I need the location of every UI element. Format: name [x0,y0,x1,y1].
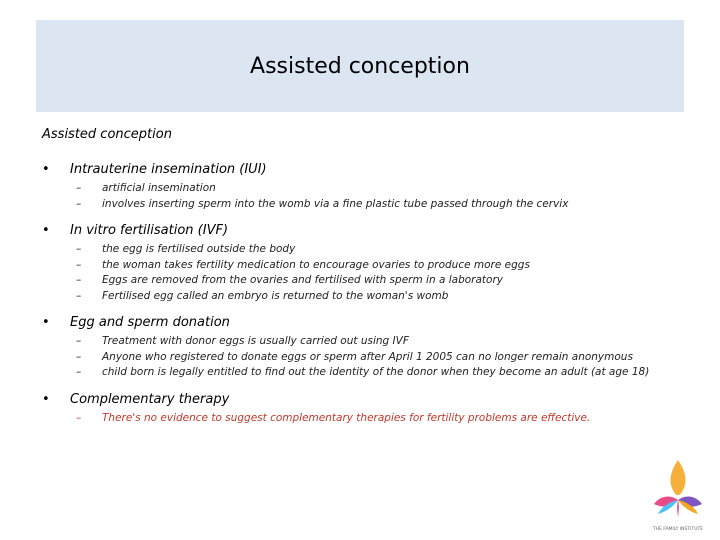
sub-list [76,412,682,428]
dash-marker: – [76,182,82,194]
logo-caption: THE FAMILY INSTITUTE [652,527,704,532]
section-donation [42,315,682,382]
bullet-content [42,162,682,437]
sub-item [76,351,682,367]
flame-icon [671,460,686,495]
dash-marker: – [76,197,82,210]
sub-item-text: There's no evidence to suggest complementary therapies for fertility problems are effective. [102,411,591,424]
sub-item-text: Fertilised egg called an embryo is returned to the woman's womb [102,289,449,302]
sub-item-highlight [76,412,682,428]
dash-marker: – [76,274,82,286]
title-band [36,20,684,112]
heading-text: In vitro fertilisation (IVF) [70,223,229,238]
bullet-marker: • [42,223,50,238]
heading-text: Intrauterine insemination (IUI) [70,162,267,177]
sub-item-text: the egg is fertilised outside the body [102,243,296,255]
sub-item [76,274,682,290]
dash-marker: – [76,243,82,255]
sub-item [76,290,682,306]
petal-icon [677,500,679,518]
slide-title: Assisted conception [250,53,470,79]
bullet-marker: • [42,391,50,407]
sub-list [76,335,682,382]
sub-item-text: the woman takes fertility medication to encourage ovaries to produce more eggs [102,258,530,271]
dash-marker: – [76,335,82,347]
bullet-heading [42,315,682,335]
section-ivf [42,223,682,305]
sub-item [76,259,682,275]
sub-list [76,182,682,213]
sub-item [76,182,682,198]
bullet-heading [42,223,682,243]
sub-item-text: Eggs are removed from the ovaries and fertilised with sperm in a laboratory [102,274,503,286]
sub-item-text: Anyone who registered to donate eggs or sperm after April 1 2005 can no longer remain anonymous [102,350,633,363]
section-complementary [42,392,682,428]
sub-item [76,198,682,214]
slide-subtitle: Assisted conception [42,127,172,142]
bullet-heading [42,392,682,412]
sub-item [76,366,682,382]
dash-marker: – [76,411,82,424]
bullet-marker: • [42,162,50,177]
sub-item [76,243,682,259]
sub-item-text: artificial insemination [102,182,216,194]
family-institute-logo [640,456,716,536]
heading-text: Egg and sperm donation [70,315,230,330]
sub-item [76,335,682,351]
sub-item-text: Treatment with donor eggs is usually carried out using IVF [102,335,409,347]
sub-item-text: child born is legally entitled to find out the identity of the donor when they become an adult (at age 18) [102,366,650,378]
heading-text: Complementary therapy [70,391,230,407]
dash-marker: – [76,366,82,378]
dash-marker: – [76,350,82,363]
bullet-heading [42,162,682,182]
dash-marker: – [76,289,82,302]
bullet-marker: • [42,315,50,330]
sub-list [76,243,682,305]
section-iui [42,162,682,213]
sub-item-text: involves inserting sperm into the womb via a fine plastic tube passed through the cervix [102,197,569,210]
dash-marker: – [76,258,82,271]
